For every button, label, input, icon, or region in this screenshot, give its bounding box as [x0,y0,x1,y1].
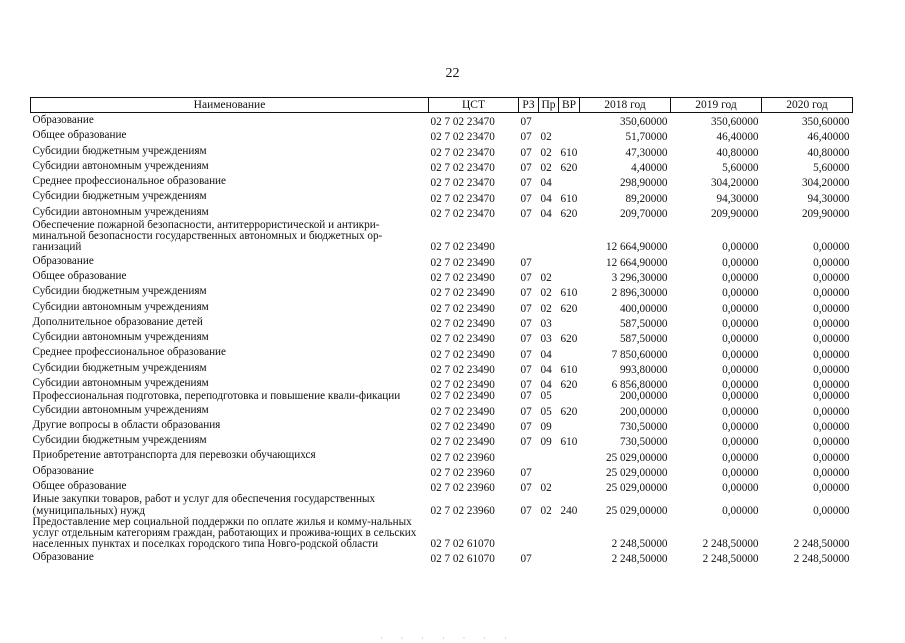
value-2019-cell: 0,00000 [722,317,759,330]
cst-cell: 02 7 02 23470 [430,207,495,220]
value-2018-cell: 209,70000 [619,207,668,220]
header-2020: 2020 год [762,98,853,113]
value-2018-cell: 6 856,80000 [611,379,668,392]
pr-cell [539,220,559,254]
pr-cell: 03 [540,317,552,330]
value-2018-cell: 51,70000 [625,131,668,144]
value-2020-cell: 0,00000 [813,272,850,285]
vr-cell [559,517,580,551]
rz-cell: 07 [520,391,532,403]
budget-table [30,97,853,566]
vr-cell [559,418,580,433]
cst-cell: 02 7 02 23490 [430,302,495,315]
rz-cell: 07 [520,405,532,418]
rz-cell [519,517,539,551]
pr-cell: 04 [540,207,552,220]
value-2018-cell: 587,50000 [619,317,668,330]
value-2018-cell: 400,00000 [619,302,668,315]
table-row [31,361,853,376]
value-2018-cell: 3 296,30000 [611,272,668,285]
value-2019-cell: 0,00000 [722,379,759,392]
rz-cell: 07 [520,177,532,190]
name-cell: Субсидии бюджетным учреждениям [32,361,207,374]
pr-cell: 02 [540,482,552,495]
page-number: 22 [445,66,460,81]
rz-cell: 07 [520,482,532,495]
name-cell: Образование [32,464,94,477]
value-2020-cell: 0,00000 [813,241,850,254]
cst-cell: 02 7 02 23490 [430,241,495,254]
pr-cell [539,113,559,129]
value-2020-cell: 0,00000 [813,391,850,403]
cst-cell: 02 7 02 61070 [430,553,495,566]
cst-cell: 02 7 02 23960 [430,466,495,479]
vr-cell: 620 [560,333,578,346]
value-2018-cell: 25 029,00000 [605,451,668,464]
name-cell: Субсидии автономным учреждениям [32,159,209,172]
name-cell: Общее образование [32,129,127,142]
cst-cell: 02 7 02 23490 [430,333,495,346]
vr-cell [559,254,580,269]
header-2019: 2019 год [671,98,762,113]
table-row [31,517,853,551]
table-row [31,433,853,448]
rz-cell: 07 [520,272,532,285]
table-body [31,113,853,566]
value-2019-cell: 0,00000 [722,482,759,495]
value-2018-cell: 12 664,90000 [605,256,668,269]
pr-cell: 09 [540,436,552,449]
pr-cell [539,550,559,565]
rz-cell: 07 [520,131,532,144]
cst-cell: 02 7 02 23470 [430,146,495,159]
cst-cell: 02 7 02 23960 [430,451,495,464]
value-2018-cell: 587,50000 [619,333,668,346]
cst-cell: 02 7 02 23490 [430,420,495,433]
value-2019-cell: 40,80000 [716,146,759,159]
table-row [31,159,853,174]
pr-cell: 02 [540,302,552,315]
value-2020-cell: 0,00000 [813,287,850,300]
cst-cell: 02 7 02 23470 [430,192,495,205]
value-2020-cell: 5,60000 [813,161,850,174]
table-row [31,254,853,269]
vr-cell [559,269,580,284]
value-2018-cell: 2 248,50000 [611,553,668,566]
value-2019-cell: 0,00000 [722,241,759,254]
value-2018-cell: 2 248,50000 [611,538,668,551]
pr-cell: 02 [540,272,552,285]
rz-cell [519,448,539,463]
table-row [31,550,853,565]
value-2019-cell: 0,00000 [722,391,759,403]
name-cell: Образование [32,551,94,564]
table-row [31,464,853,479]
table-row [31,128,853,143]
value-2018-cell: 47,30000 [625,146,668,159]
rz-cell: 07 [520,420,532,433]
rz-cell: 07 [520,116,532,129]
value-2020-cell: 0,00000 [813,333,850,346]
table-row [31,144,853,159]
table-row [31,300,853,315]
value-2020-cell: 0,00000 [813,451,850,464]
name-cell: Субсидии бюджетным учреждениям [32,285,207,298]
name-cell: Субсидии бюджетным учреждениям [32,190,207,203]
cst-cell: 02 7 02 23490 [430,256,495,269]
pr-cell [539,448,559,463]
value-2019-cell: 0,00000 [722,302,759,315]
name-cell: Субсидии бюджетным учреждениям [32,144,207,157]
vr-cell [559,448,580,463]
rz-cell: 07 [520,466,532,479]
value-2020-cell: 0,00000 [813,504,850,517]
table-row [31,448,853,463]
vr-cell: 610 [560,287,578,300]
vr-cell: 240 [560,504,578,517]
value-2019-cell: 0,00000 [722,348,759,361]
table-row [31,330,853,345]
pr-cell: 04 [540,177,552,190]
vr-cell: 620 [560,302,578,315]
cst-cell: 02 7 02 23490 [430,391,495,403]
pr-cell: 02 [540,161,552,174]
value-2019-cell: 0,00000 [722,272,759,285]
pr-cell: 03 [540,333,552,346]
name-cell: Приобретение автотранспорта для перевозки обучающихся [32,449,316,462]
scan-marks: ······· [380,634,525,643]
value-2020-cell: 46,40000 [807,131,850,144]
value-2020-cell: 0,00000 [813,405,850,418]
value-2019-cell: 0,00000 [722,256,759,269]
name-cell: Обеспечение пожарной безопасности, антитеррористической и антикри-миналъной безопасности государственных автономных и бюджетных ор-ганизаций [32,220,383,254]
value-2019-cell: 0,00000 [722,466,759,479]
name-cell: Профессиональная подготовка, переподготовка и повышение квали-фикации [32,391,401,403]
vr-cell [559,391,580,402]
cst-cell: 02 7 02 61070 [430,538,495,551]
value-2020-cell: 0,00000 [813,363,850,376]
table-row [31,403,853,418]
cst-cell: 02 7 02 23470 [430,116,495,129]
rz-cell: 07 [520,333,532,346]
table-row [31,418,853,433]
value-2020-cell: 40,80000 [807,146,850,159]
value-2020-cell: 0,00000 [813,256,850,269]
name-cell: Иные закупки товаров, работ и услуг для обеспечения государственных (муниципальных) нужд [32,494,376,517]
value-2018-cell: 12 664,90000 [605,241,668,254]
vr-cell: 610 [560,436,578,449]
pr-cell [539,464,559,479]
rz-cell [519,220,539,254]
header-cst: ЦСТ [429,98,519,113]
value-2019-cell: 0,00000 [722,333,759,346]
rz-cell: 07 [520,348,532,361]
table-row [31,174,853,189]
value-2019-cell: 0,00000 [722,287,759,300]
value-2019-cell: 0,00000 [722,420,759,433]
cst-cell: 02 7 02 23490 [430,272,495,285]
value-2019-cell: 0,00000 [722,451,759,464]
vr-cell [559,550,580,565]
value-2018-cell: 730,50000 [619,420,668,433]
value-2018-cell: 200,00000 [619,391,668,403]
value-2019-cell: 2 248,50000 [702,538,759,551]
pr-cell [539,517,559,551]
value-2019-cell: 0,00000 [722,363,759,376]
cst-cell: 02 7 02 23490 [430,348,495,361]
value-2019-cell: 304,20000 [710,177,759,190]
cst-cell: 02 7 02 23490 [430,317,495,330]
name-cell: Субсидии автономным учреждениям [32,377,209,390]
vr-cell [559,345,580,360]
name-cell: Дополнительное образование детей [32,315,203,328]
pr-cell: 04 [540,348,552,361]
pr-cell [539,254,559,269]
rz-cell: 07 [520,553,532,566]
value-2020-cell: 2 248,50000 [793,553,850,566]
rz-cell: 07 [520,379,532,392]
name-cell: Субсидии автономным учреждениям [32,205,209,218]
rz-cell: 07 [520,317,532,330]
rz-cell: 07 [520,287,532,300]
vr-cell: 620 [560,161,578,174]
header-rz: РЗ [519,98,539,113]
rz-cell: 07 [520,363,532,376]
cst-cell: 02 7 02 23490 [430,287,495,300]
table-row [31,391,853,402]
name-cell: Общее образование [32,269,127,282]
value-2018-cell: 25 029,00000 [605,504,668,517]
table-row [31,494,853,516]
vr-cell [559,479,580,494]
pr-cell: 04 [540,192,552,205]
name-cell: Образование [32,114,94,126]
vr-cell: 620 [560,207,578,220]
value-2019-cell: 46,40000 [716,131,759,144]
table-row [31,205,853,220]
value-2020-cell: 209,90000 [801,207,850,220]
value-2020-cell: 0,00000 [813,302,850,315]
vr-cell: 610 [560,146,578,159]
value-2020-cell: 0,00000 [813,379,850,392]
value-2020-cell: 0,00000 [813,436,850,449]
rz-cell: 07 [520,302,532,315]
vr-cell [559,128,580,143]
table-row [31,189,853,204]
name-cell: Субсидии автономным учреждениям [32,331,209,344]
value-2020-cell: 0,00000 [813,466,850,479]
table-row [31,284,853,299]
table-row [31,220,853,254]
value-2018-cell: 200,00000 [619,405,668,418]
table-row [31,113,853,129]
vr-cell [559,220,580,254]
value-2020-cell: 0,00000 [813,482,850,495]
value-2019-cell: 350,60000 [710,116,759,129]
value-2018-cell: 89,20000 [625,192,668,205]
value-2020-cell: 0,00000 [813,420,850,433]
rz-cell: 07 [520,146,532,159]
cst-cell: 02 7 02 23490 [430,405,495,418]
value-2019-cell: 209,90000 [710,207,759,220]
value-2018-cell: 25 029,00000 [605,466,668,479]
vr-cell [559,315,580,330]
vr-cell: 620 [560,405,578,418]
cst-cell: 02 7 02 23490 [430,379,495,392]
rz-cell: 07 [520,436,532,449]
value-2020-cell: 2 248,50000 [793,538,850,551]
name-cell: Среднее профессиональное образование [32,346,227,359]
value-2018-cell: 7 850,60000 [611,348,668,361]
name-cell: Другие вопросы в области образования [32,418,221,431]
cst-cell: 02 7 02 23470 [430,131,495,144]
rz-cell: 07 [520,161,532,174]
rz-cell: 07 [520,504,532,517]
name-cell: Образование [32,254,94,267]
value-2018-cell: 993,80000 [619,363,668,376]
table-row [31,479,853,494]
name-cell: Субсидии автономным учреждениям [32,300,209,313]
value-2020-cell: 350,60000 [801,116,850,129]
value-2018-cell: 25 029,00000 [605,482,668,495]
value-2019-cell: 0,00000 [722,436,759,449]
value-2019-cell: 0,00000 [722,405,759,418]
name-cell: Общее образование [32,480,127,493]
value-2020-cell: 304,20000 [801,177,850,190]
value-2018-cell: 730,50000 [619,436,668,449]
cst-cell: 02 7 02 23470 [430,177,495,190]
value-2020-cell: 0,00000 [813,317,850,330]
name-cell: Предоставление мер социальной поддержки по оплате жилья и комму-нальных услуг отдельным категориям граждан, работающих и прожива-ющих в сельских населенных пунктах и поселках городского типа Новго-родской области [32,516,417,551]
vr-cell [559,113,580,129]
vr-cell: 620 [560,379,578,392]
value-2019-cell: 0,00000 [722,504,759,517]
table-header-row [31,98,853,113]
pr-cell: 05 [540,391,552,403]
value-2018-cell: 4,40000 [631,161,668,174]
pr-cell: 09 [540,420,552,433]
table-row [31,269,853,284]
pr-cell: 05 [540,405,552,418]
header-pr: Пр [539,98,559,113]
pr-cell: 02 [540,146,552,159]
vr-cell [559,174,580,189]
value-2020-cell: 94,30000 [807,192,850,205]
header-vr: ВР [559,98,580,113]
value-2018-cell: 298,90000 [619,177,668,190]
rz-cell: 07 [520,192,532,205]
value-2019-cell: 2 248,50000 [702,553,759,566]
pr-cell: 02 [540,131,552,144]
table-row [31,315,853,330]
pr-cell: 02 [540,504,552,517]
table-row [31,376,853,391]
pr-cell: 02 [540,287,552,300]
cst-cell: 02 7 02 23960 [430,504,495,517]
header-2018: 2018 год [580,98,671,113]
value-2019-cell: 5,60000 [722,161,759,174]
cst-cell: 02 7 02 23490 [430,363,495,376]
cst-cell: 02 7 02 23470 [430,161,495,174]
vr-cell: 610 [560,192,578,205]
cst-cell: 02 7 02 23490 [430,436,495,449]
value-2020-cell: 0,00000 [813,348,850,361]
name-cell: Среднее профессиональное образование [32,175,227,188]
name-cell: Субсидии автономным учреждениям [32,403,209,416]
vr-cell: 610 [560,363,578,376]
pr-cell: 04 [540,379,552,392]
pr-cell: 04 [540,363,552,376]
vr-cell [559,464,580,479]
header-name: Наименование [31,98,429,113]
rz-cell: 07 [520,256,532,269]
value-2019-cell: 94,30000 [716,192,759,205]
value-2018-cell: 350,60000 [619,116,668,129]
name-cell: Субсидии бюджетным учреждениям [32,434,207,447]
table-row [31,345,853,360]
value-2018-cell: 2 896,30000 [611,287,668,300]
cst-cell: 02 7 02 23960 [430,482,495,495]
rz-cell: 07 [520,207,532,220]
